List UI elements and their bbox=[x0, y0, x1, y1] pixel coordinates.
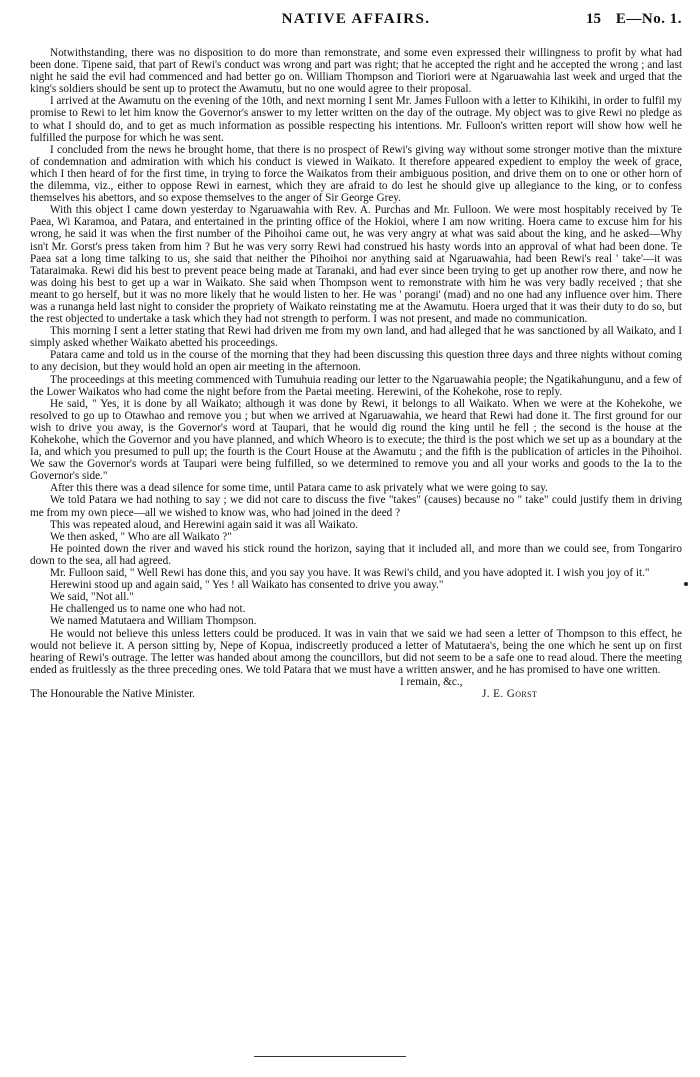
signature: J. E. Gorst bbox=[482, 687, 538, 700]
paragraph: With this object I came down yesterday to Ngaruawahia with Rev. A. Purchas and Mr. Fulloon. We were most hospitably received by Te Paea, Wi Karamoa, and Patara, and entertained in the printing office of the Hokioi, where I am now writing. Hoera came to excuse him for his wrong, he said it was when the first number of the Pihoihoi came out, he was very angry at what was said about the king, and he asked—Why isn't Mr. Gorst's press taken from him ? But he was very sorry Rewi had construed his hasty words into an approval of what had been done. Te Paea sat a long time talking to us, she said that neither the Pihoihoi nor anything said at Ngaruawahia, had been Rewi's real ' take'—it was Tataraimaka. Rewi did his best to prevent peace being made at Taranaki, and had ever since been trying to get up another row there, and now he was doing his best to get up a war in Waikato. She said when Thompson went to remonstrate with him he was very badly received ; that she meant to go herself, but it was no more likely that he would listen to her. He was ' porangi' (mad) and no one had any influence over him. There was a runanga held last night to consider the propriety of Waikato reinstating me at the Awamutu. Hoera urged that it was their duty to do so, but the rest objected to undertake a task which they had not strength to perform. I was not present, and made no communication. bbox=[30, 204, 682, 326]
addressee: The Honourable the Native Minister. bbox=[30, 687, 195, 700]
paragraph: Patara came and told us in the course of the morning that they had been discussing this question three days and three nights without coming to any decision, but they would hold an open air meeting in the afternoon. bbox=[30, 349, 682, 374]
paragraph: He challenged us to name one who had not. bbox=[50, 603, 246, 616]
end-rule bbox=[254, 1056, 406, 1057]
closing-remain: I remain, &c., bbox=[400, 675, 463, 688]
paragraph: I concluded from the news he brought home, that there is no prospect of Rewi's giving way without some stronger motive than the mixture of condemnation and admiration with which his conduct is viewed in Waikato. It therefore appeared expedient to employ the week of grace, which I then heard of for the first time, in trying to force the Waikatos from their ambiguous position, and drive them on to one or other horn of the dilemma, viz., either to oppose Rewi in earnest, which they are afraid to do lest he should give up allegiance to the king, or to confess themselves his abettors, and so expose themselves to the anger of Sir George Grey. bbox=[30, 143, 682, 205]
paragraph: We named Matutaera and William Thompson. bbox=[50, 615, 257, 628]
paragraph: He said, " Yes, it is done by all Waikato; although it was done by Rewi, it belongs to all Waikato. When we were at the Kohekohe, we resolved to go up to Otawhao and remove you ; but when we arrived at Ngaruawahia, we heard that Rewi had done it. The first ground for our wish to drive you away, is the Governor's word at Taupari, that he would dig round the king until he fell ; the second is the house at the Kohekohe, which the Governor and you have planned, and which Wheoro is to execute; the third is the post which we set up as a boundary at the Ia, and which you presumed to pull up; the fourth is the Court House at the Awamutu ; and the fifth is the publication of articles in the Pihoihoi. We saw the Governor's words at Taupari were being fulfilled, so we determined to remove you and all your works and goods to the Ia to the Governor's side." bbox=[30, 397, 682, 483]
paragraph: I arrived at the Awamutu on the evening of the 10th, and next morning I sent Mr. James Fulloon with a letter to Kihikihi, in order to fulfil my promise to Rewi to let him know the Governor's answer to my letter written on the day of the outrage. My object was to give Rewi no pledge as to what I should do, and to get as much information as possible respecting his intentions. Mr. Fulloon's written report will show how well he fulfilled the purpose for which he was sent. bbox=[30, 95, 682, 144]
closing-row bbox=[30, 676, 682, 688]
paragraph: We said, "Not all." bbox=[50, 591, 134, 604]
page-number: 15 bbox=[586, 11, 601, 27]
paragraph: Notwithstanding, there was no disposition to do more than remonstrate, and some even expressed their willingness to profit by what had been done. Tipene said, that part of Rewi's conduct was wrong and part was right; that he accepted the right and he accepted the wrong ; and last night he said the evil had commenced and had better go on. William Thompson and Tioriori were at Ngaruawahia last week and urged that the king's soldiers should be sent up to protect the Awamutu, but no one would agree to their proposal. bbox=[30, 47, 682, 96]
header-title: NATIVE AFFAIRS. bbox=[281, 11, 431, 27]
paragraph: This was repeated aloud, and Herewini again said it was all Waikato. bbox=[50, 518, 359, 531]
document-page bbox=[30, 0, 682, 700]
paragraph: He would not believe this unless letters could be produced. It was in vain that we said we had seen a letter of Thompson to this effect, he would not believe it. A person sitting by, Nepe of Kopua, indiscreetly produced a letter of Matutaera's, being the one which he sent up on first hearing of Rewi's outrage. The letter was handed about among the councillors, but did not seem to be a safe one to read aloud. There the meeting ended as fruitlessly as the three preceding ones. We told Patara that we must have a written answer, and he has promised to have one written. bbox=[30, 627, 682, 676]
paragraph: The proceedings at this meeting commenced with Tumuhuia reading our letter to the Ngaruawahia people; the Ngatikahungunu, and a few of the Lower Waikatos who had come the night before from the Paetai meeting. Herewini, of the Kohekohe, rose to reply. bbox=[30, 373, 682, 398]
document-code: E—No. 1. bbox=[615, 11, 682, 27]
signature-row bbox=[30, 688, 682, 700]
running-header bbox=[30, 0, 682, 40]
paragraph: Mr. Fulloon said, " Well Rewi has done this, and you say you have. It was Rewi's child, and you have adopted it. I wish you joy of it." bbox=[50, 567, 650, 580]
margin-mark bbox=[684, 582, 688, 586]
paragraph: After this there was a dead silence for some time, until Patara came to ask privately what we were going to say. bbox=[50, 482, 548, 495]
paragraph: This morning I sent a letter stating that Rewi had driven me from my own land, and had alleged that he was sanctioned by all Waikato, and I simply asked whether Waikato abetted his proceedings. bbox=[30, 325, 682, 350]
paragraph: We told Patara we had nothing to say ; we did not care to discuss the five "takes" (causes) because no " take" could justify them in driving me from my own piece—all we wished to know was, who had joined in the deed ? bbox=[30, 494, 682, 519]
paragraph: Herewini stood up and again said, " Yes ! all Waikato has consented to drive you away." bbox=[50, 579, 444, 592]
paragraph: He pointed down the river and waved his stick round the horizon, saying that it included all, and more than we could see, from Tongariro down to the sea, all had agreed. bbox=[30, 542, 682, 567]
paragraph: We then asked, " Who are all Waikato ?" bbox=[50, 530, 232, 543]
letter-body bbox=[30, 47, 682, 700]
